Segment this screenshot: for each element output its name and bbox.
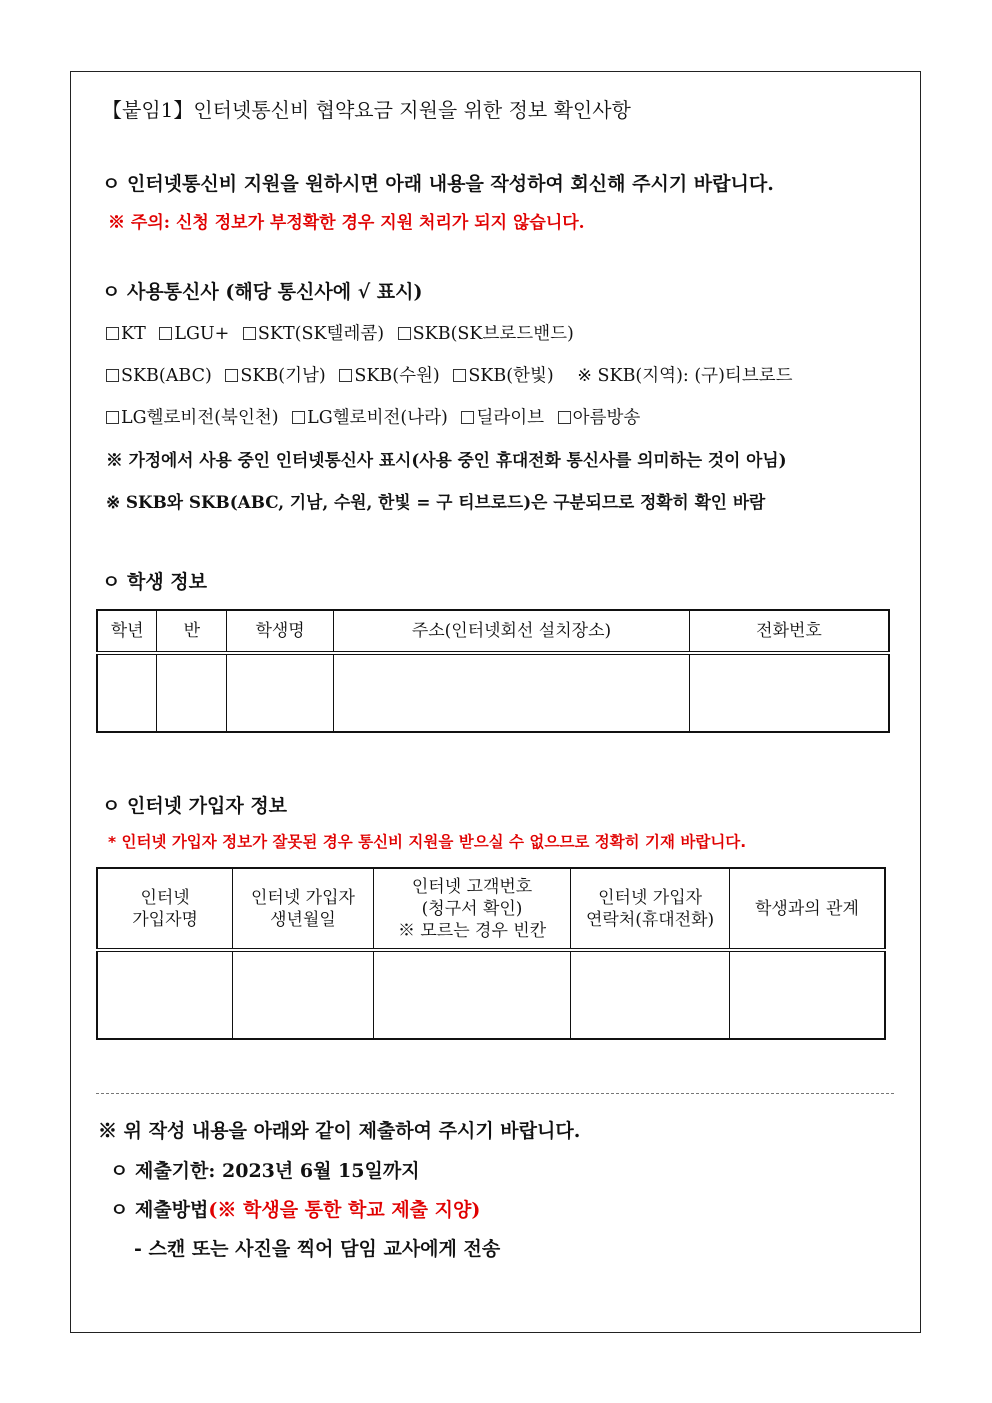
- carrier-note-2: ※ SKB와 SKB(ABC, 기남, 수원, 한빛 = 구 티브로드)은 구분되므로 정확히 확인 바람: [106, 492, 766, 512]
- carrier-option[interactable]: 딜라이브: [461, 408, 544, 428]
- col-phone: 전화번호: [690, 610, 890, 653]
- intro-warning: ※ 주의: 신청 정보가 부정확한 경우 지원 처리가 되지 않습니다.: [108, 213, 585, 233]
- document-title: 【붙임1】인터넷통신비 협약요금 지원을 위한 정보 확인사항: [102, 98, 631, 122]
- col-subscriber-name: 인터넷 가입자명: [97, 868, 233, 950]
- subscriber-contact-cell[interactable]: [571, 950, 730, 1039]
- checkbox[interactable]: [461, 411, 474, 424]
- checkbox[interactable]: [558, 411, 571, 424]
- submission-heading: ※ 위 작성 내용을 아래와 같이 제출하여 주시기 바랍니다.: [98, 1120, 581, 1142]
- carrier-option[interactable]: LG헬로비전(나라): [292, 408, 448, 428]
- student-heading: ㅇ 학생 정보: [102, 571, 207, 593]
- col-address: 주소(인터넷회선 설치장소): [333, 610, 689, 653]
- col-student-name: 학생명: [227, 610, 334, 653]
- student-table: [96, 609, 890, 733]
- checkbox[interactable]: [106, 411, 119, 424]
- carrier-option[interactable]: SKB(기남): [225, 366, 325, 386]
- checkbox[interactable]: [398, 327, 411, 340]
- dashed-divider: [96, 1093, 894, 1094]
- checkbox[interactable]: [292, 411, 305, 424]
- subscriber-table: [96, 867, 886, 1040]
- carrier-row-2: [106, 362, 793, 387]
- class-cell[interactable]: [157, 653, 227, 732]
- submission-method: [110, 1195, 480, 1222]
- carrier-option[interactable]: 아름방송: [558, 408, 641, 428]
- customer-number-cell[interactable]: [373, 950, 570, 1039]
- carrier-option[interactable]: LG헬로비전(북인천): [106, 408, 279, 428]
- carrier-option[interactable]: LGU+: [159, 324, 229, 344]
- address-cell[interactable]: [333, 653, 689, 732]
- submission-method-detail: - 스캔 또는 사진을 찍어 담임 교사에게 전송: [134, 1238, 501, 1260]
- carrier-option[interactable]: SKB(수원): [339, 366, 439, 386]
- phone-cell[interactable]: [690, 653, 890, 732]
- carrier-option[interactable]: SKB(ABC): [106, 366, 212, 386]
- subscriber-name-cell[interactable]: [97, 950, 233, 1039]
- relation-cell[interactable]: [729, 950, 885, 1039]
- subscriber-heading: ㅇ 인터넷 가입자 정보: [102, 795, 288, 817]
- subscriber-warning: * 인터넷 가입자 정보가 잘못된 경우 통신비 지원을 받으실 수 없으므로 정확히 기재 바랍니다.: [108, 833, 747, 851]
- carrier-heading: ㅇ 사용통신사 (해당 통신사에 √ 표시): [102, 281, 423, 303]
- carrier-row-1: [106, 320, 582, 345]
- checkbox[interactable]: [339, 369, 352, 382]
- col-grade: 학년: [97, 610, 157, 653]
- checkbox[interactable]: [106, 327, 119, 340]
- carrier-option[interactable]: SKB(SK브로드밴드): [398, 324, 574, 344]
- carrier-region-note: ※ SKB(지역): (구)티브로드: [577, 366, 793, 386]
- col-subscriber-birth: 인터넷 가입자 생년월일: [233, 868, 374, 950]
- col-customer-number: 인터넷 고객번호 (청구서 확인) ※ 모르는 경우 빈칸: [373, 868, 570, 950]
- carrier-note-1: ※ 가정에서 사용 중인 인터넷통신사 표시(사용 중인 휴대전화 통신사를 의미하는 것이 아님): [106, 450, 787, 470]
- col-relation: 학생과의 관계: [729, 868, 885, 950]
- col-subscriber-contact: 인터넷 가입자 연락처(휴대전화): [571, 868, 730, 950]
- carrier-option[interactable]: SKT(SK텔레콤): [243, 324, 384, 344]
- carrier-row-3: [106, 404, 648, 429]
- submission-method-label: ㅇ 제출방법: [110, 1199, 209, 1221]
- checkbox[interactable]: [243, 327, 256, 340]
- checkbox[interactable]: [225, 369, 238, 382]
- submission-deadline: ㅇ 제출기한: 2023년 6월 15일까지: [110, 1160, 420, 1182]
- checkbox[interactable]: [453, 369, 466, 382]
- col-class: 반: [157, 610, 227, 653]
- checkbox[interactable]: [106, 369, 119, 382]
- student-name-cell[interactable]: [227, 653, 334, 732]
- intro-heading: ㅇ 인터넷통신비 지원을 원하시면 아래 내용을 작성하여 회신해 주시기 바랍니다.: [102, 173, 774, 195]
- submission-method-note: (※ 학생을 통한 학교 제출 지양): [208, 1199, 481, 1221]
- checkbox[interactable]: [159, 327, 172, 340]
- subscriber-birth-cell[interactable]: [233, 950, 374, 1039]
- carrier-option[interactable]: KT: [106, 324, 146, 344]
- carrier-option[interactable]: SKB(한빛): [453, 366, 553, 386]
- grade-cell[interactable]: [97, 653, 157, 732]
